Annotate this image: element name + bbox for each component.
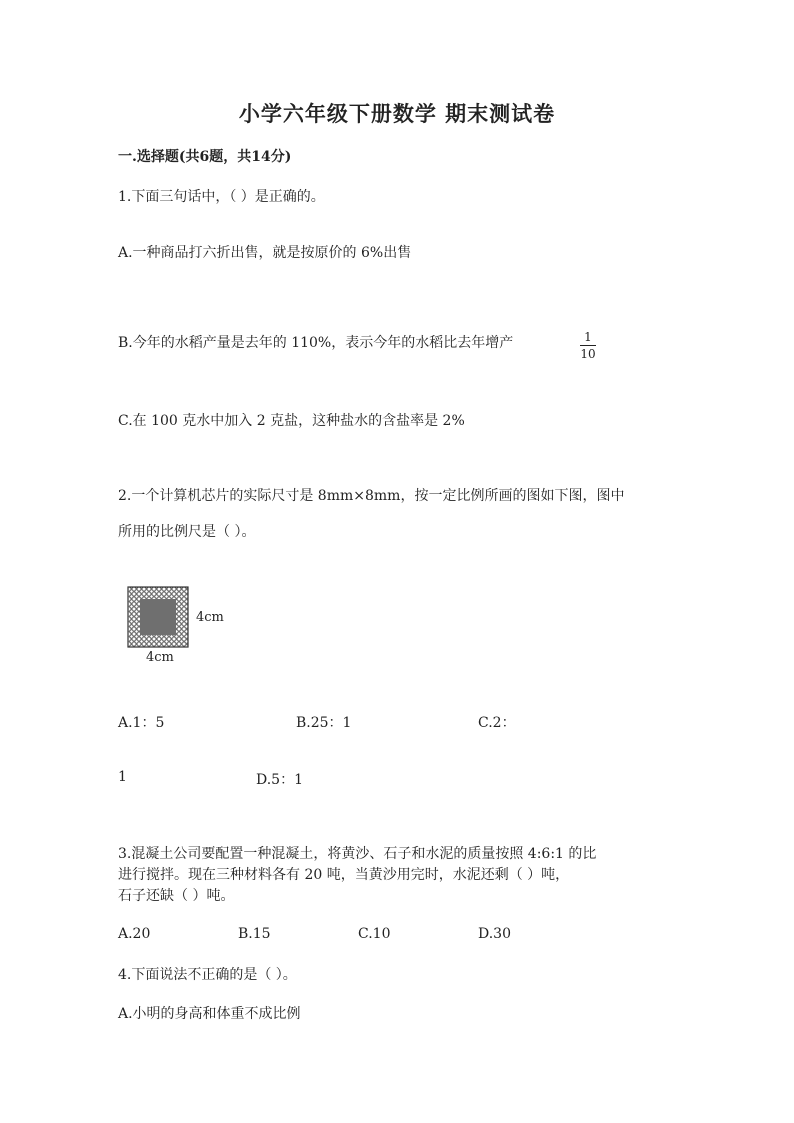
question-1-stem: 1.下面三句话中，（ ）是正确的。 xyxy=(118,189,325,205)
question-4-option-a: A.小明的身高和体重不成比例 xyxy=(118,1006,301,1022)
fraction-numerator: 1 xyxy=(584,330,592,344)
chip-side-label: 4cm xyxy=(196,610,224,625)
fraction-bar xyxy=(580,345,596,346)
chip-diagram xyxy=(124,584,244,666)
question-2-option-d: D.5：1 xyxy=(256,772,303,788)
section-heading: 一.选择题(共6题，共14分) xyxy=(118,149,292,165)
question-3-stem-line-2: 进行搅拌。现在三种材料各有 20 吨，当黄沙用完时，水泥还剩（ ）吨， xyxy=(118,867,570,883)
question-2-option-c-continued: 1 xyxy=(118,769,127,785)
question-2-option-a: A.1：5 xyxy=(118,715,165,731)
question-3-stem-line-3: 石子还缺（ ）吨。 xyxy=(118,888,235,904)
question-4-stem: 4.下面说法不正确的是（ ）。 xyxy=(118,967,297,983)
question-1-option-a: A.一种商品打六折出售，就是按原价的 6%出售 xyxy=(118,245,412,261)
fraction-denominator: 10 xyxy=(580,347,596,361)
question-1-option-b: B.今年的水稻产量是去年的 110%，表示今年的水稻比去年增产 xyxy=(118,335,514,351)
question-2-stem-line-2: 所用的比例尺是（ ）。 xyxy=(118,524,256,540)
question-3-option-c: C.10 xyxy=(358,926,391,942)
question-3-option-d: D.30 xyxy=(478,926,511,942)
question-2-option-b: B.25：1 xyxy=(296,715,352,731)
chip-inner-square xyxy=(140,599,176,635)
chip-bottom-label: 4cm xyxy=(146,650,174,665)
chip-figure xyxy=(124,584,244,666)
question-1-option-b-fraction xyxy=(580,326,596,361)
question-3-option-b: B.15 xyxy=(238,926,271,942)
question-1-option-c: C.在 100 克水中加入 2 克盐，这种盐水的含盐率是 2% xyxy=(118,413,465,429)
question-2-stem-line-1: 2.一个计算机芯片的实际尺寸是 8mm×8mm，按一定比例所画的图如下图，图中 xyxy=(118,488,625,504)
question-3-stem-line-1: 3.混凝土公司要配置一种混凝土，将黄沙、石子和水泥的质量按照 4:6:1 的比 xyxy=(118,846,597,862)
question-3-option-a: A.20 xyxy=(118,926,151,942)
page-title: 小学六年级下册数学 期末测试卷 xyxy=(238,101,556,126)
question-2-option-c: C.2： xyxy=(478,715,516,731)
